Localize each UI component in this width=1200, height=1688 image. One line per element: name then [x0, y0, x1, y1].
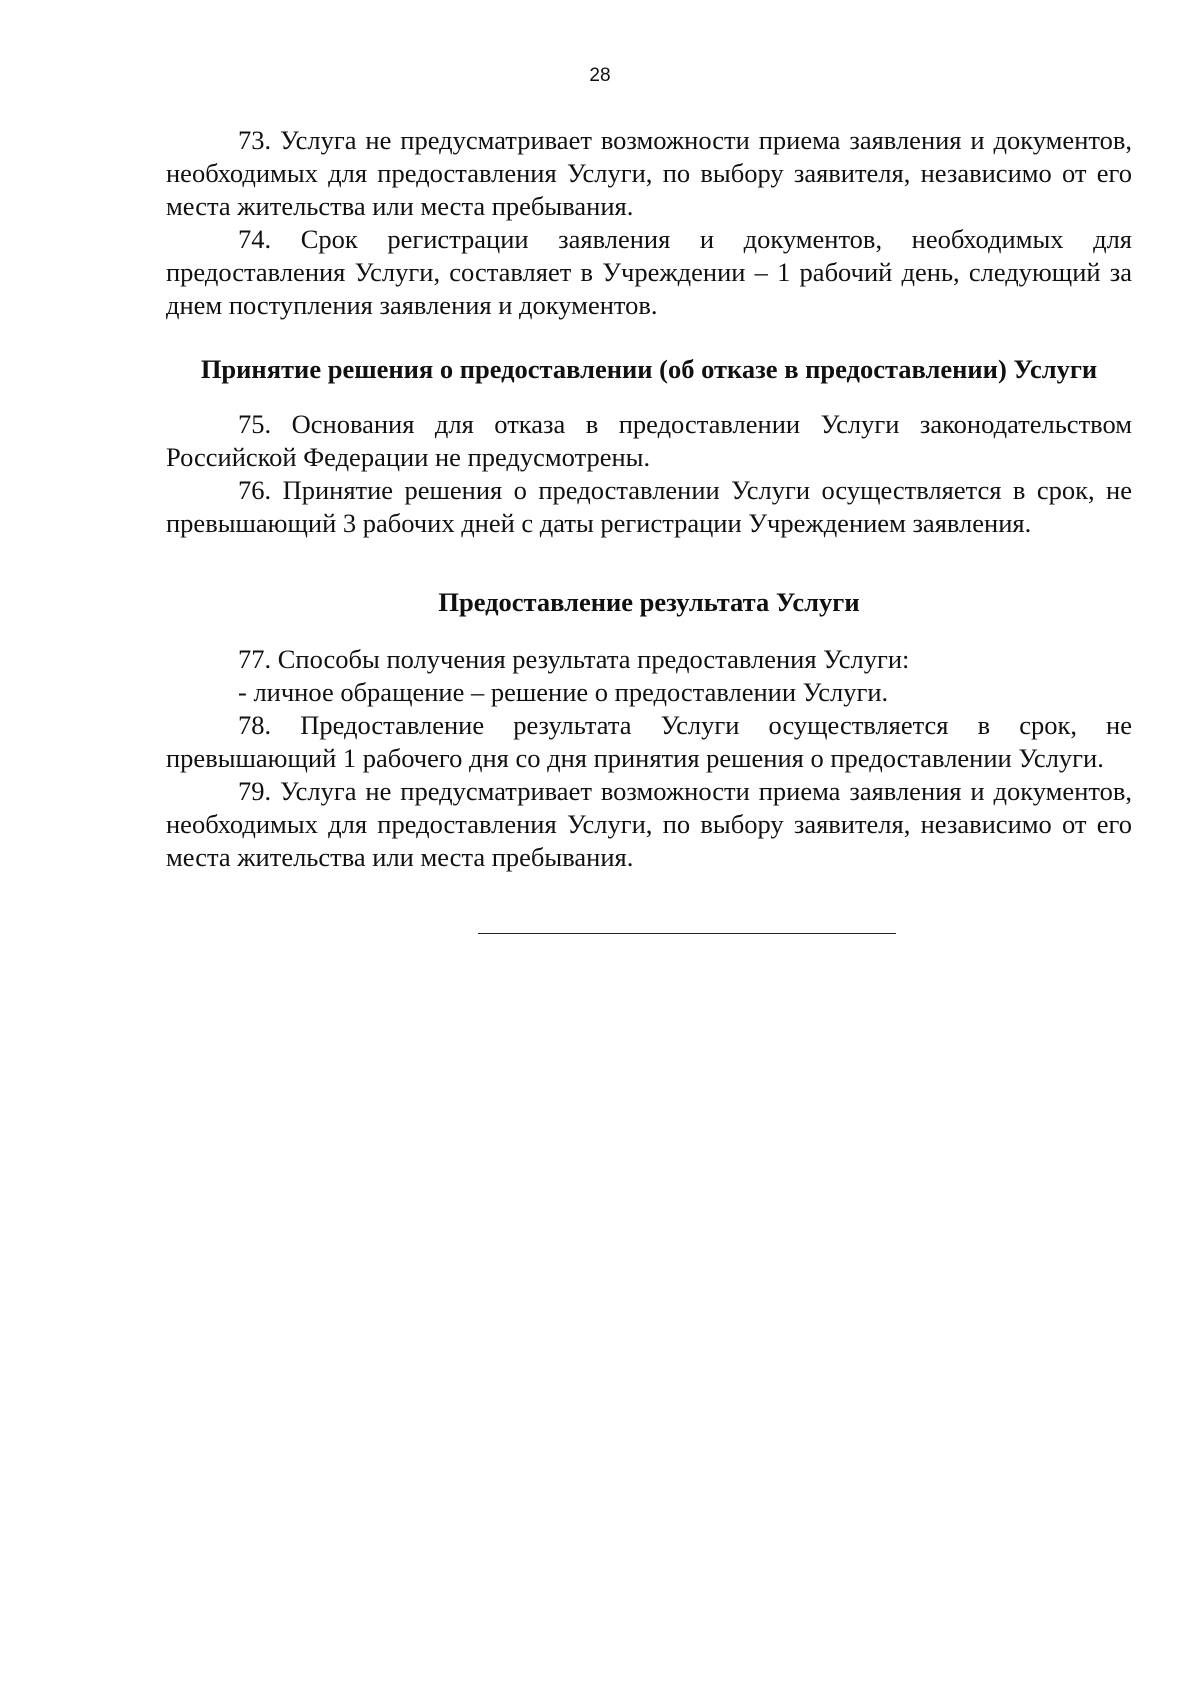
paragraph-78: 78. Предоставление результата Услуги осуществляется в срок, не превышающий 1 рабочего дня со дня принятия решения о предоставлении Услуги.	[166, 710, 1132, 773]
paragraph-79: 79. Услуга не предусматривает возможности приема заявления и документов, необходимых для предоставления Услуги, по выбору заявителя, независимо от его места жительства или места пребывания.	[166, 776, 1132, 872]
list-item-personal-appeal: - личное обращение – решение о предоставлении Услуги.	[238, 677, 889, 707]
page-number: 28	[589, 65, 611, 86]
paragraph-75: 75. Основания для отказа в предоставлении Услуги законодательством Российской Федерации не предусмотрены.	[166, 409, 1132, 472]
paragraph-76: 76. Принятие решения о предоставлении Услуги осуществляется в срок, не превышающий 3 рабочих дней с даты регистрации Учреждением заявления.	[166, 475, 1132, 538]
paragraph-73: 73. Услуга не предусматривает возможности приема заявления и документов, необходимых для предоставления Услуги, по выбору заявителя, независимо от его места жительства или места пребывания.	[166, 125, 1132, 221]
end-divider	[478, 933, 896, 934]
paragraph-74: 74. Срок регистрации заявления и документов, необходимых для предоставления Услуги, составляет в Учреждении – 1 рабочий день, следующий за днем поступления заявления и документов.	[166, 224, 1132, 320]
section-result	[166, 643, 1132, 874]
section-heading-decision: Принятие решения о предоставлении (об отказе в предоставлении) Услуги	[200, 354, 1098, 384]
paragraph-77: 77. Способы получения результата предоставления Услуги:	[238, 644, 910, 674]
section-decision	[166, 408, 1132, 540]
section-intro	[166, 124, 1132, 322]
section-heading-result: Предоставление результата Услуги	[438, 587, 860, 617]
